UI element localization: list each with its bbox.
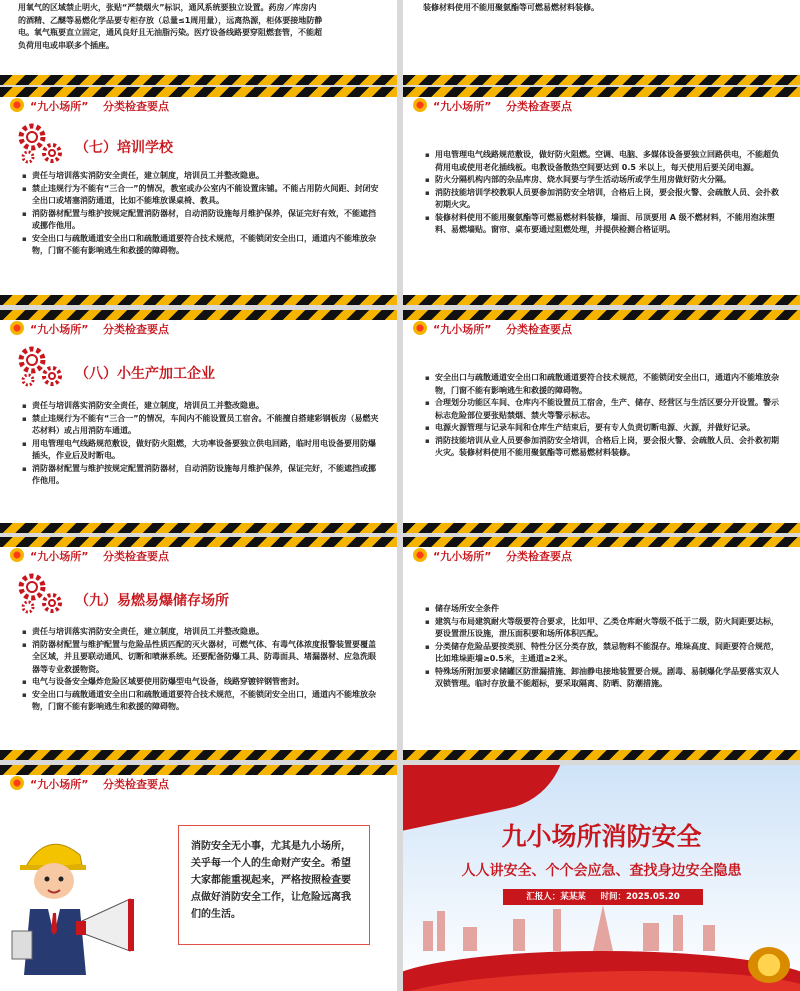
hazard-stripe: [0, 750, 397, 760]
header-quote-title: “九小场所”: [433, 550, 492, 563]
header-quote-title: “九小场所”: [30, 778, 89, 791]
fire-emblem-icon: [10, 548, 24, 562]
slide-top-right: [403, 0, 800, 85]
list-item: ▪ 用电管理电气线路规范敷设，做好防火阻燃，大功率设备要独立供电回路，临时用电设备要用防爆插头，作业后及时断电。: [22, 438, 379, 463]
list-item: ▪ 禁止违规行为不能有“三合一”的情况，车间内不能设置员工宿舍。不能擅自搭建彩钢板房（易燃夹芯材料）或占用消防车通道。: [22, 413, 379, 438]
header-quote-title: “九小场所”: [30, 100, 89, 113]
list-item: ▪ 责任与培训落实消防安全责任，建立制度，培训员工并整改隐患。: [22, 626, 379, 639]
text-line: 的酒精、乙醚等易燃化学品要专柜存放（总量≤1周用量），远离热源，柜体要接地防静: [18, 15, 323, 25]
header-subtitle: 分类检查要点: [506, 323, 572, 336]
list-item: ▪ 用电管理电气线路规范敷设，做好防火阻燃。空调、电脑、多媒体设备要独立回路供电，不能超负荷用电或使用老化插线板。电教设备散热空间要达到 0.5 米以上，每天使用后要关闭电源。: [425, 149, 782, 174]
hazard-stripe: [0, 537, 397, 547]
fire-emblem-icon: [10, 776, 24, 790]
text-line: 电。氧气瓶要直立固定，通风良好且无油脂污染。医疗设备线路要穿阻燃套管，不能超: [18, 28, 322, 37]
header-subtitle: 分类检查要点: [506, 100, 572, 113]
bullet-list: [22, 626, 379, 714]
list-item: ▪ 电气与设备安全爆炸危险区域要使用防爆型电气设备，线路穿镀锌钢管密封。: [22, 676, 379, 689]
list-item: ▪ 消防器材配置与维护按规定配置消防器材，自动消防设施每月维护保养，保证完好，不能遮挡或挪作他用。: [22, 463, 379, 488]
slide-header: [0, 97, 397, 113]
header-subtitle: 分类检查要点: [103, 323, 169, 336]
fire-emblem-icon: [748, 947, 790, 983]
header-quote-title: “九小场所”: [433, 100, 492, 113]
text-line: 用氧气的区域禁止明火，张贴“严禁烟火”标识，通风系统要独立设置。药房／库房内: [18, 3, 317, 12]
slide-top-left: [0, 0, 397, 85]
list-item: ▪ 装修材料使用不能用聚氨酯等可燃易燃材料装修，墙面、吊顶要用 A 级不燃材料，不能用泡沫塑料、易燃墙贴。窗帘、桌布要通过阻燃处理，并提供检测合格证明。: [425, 212, 782, 237]
list-item: ▪ 分类储存危险品要按类别、特性分区分类存放，禁忌物料不能混存。堆垛高度、间距要符合规范，比如堆垛距墙≥0.5米，主通道≥2米。: [425, 641, 782, 666]
list-item: ▪ 合理划分功能区车间、仓库内不能设置员工宿舍，生产、储存、经营区与生活区要分开设置。警示标志危险部位要张贴禁烟、禁火等警示标志。: [425, 397, 782, 422]
gears-icon: [14, 571, 64, 615]
gears-icon: [14, 344, 64, 388]
fire-emblem-icon: [413, 98, 427, 112]
hazard-stripe: [403, 537, 800, 547]
fire-emblem-icon: [10, 321, 24, 335]
slide-flammable-storage-cont: [403, 537, 800, 760]
slide-header: [0, 547, 397, 563]
section-title: （七）培训学校: [75, 140, 173, 156]
city-skyline-illustration: [403, 901, 800, 951]
slide-header: [0, 775, 397, 791]
header-quote-title: “九小场所”: [433, 323, 492, 336]
text-line: 装修材料使用不能用聚氨酯等可燃易燃材料装修。: [423, 3, 599, 12]
hazard-stripe: [0, 310, 397, 320]
closing-message: 消防安全无小事，尤其是九小场所，关乎每一个人的生命财产安全。希望大家都能重视起来，严格按照检查要点做好消防安全工作，让危险远离我们的生活。: [191, 841, 351, 920]
closing-message-box: [178, 825, 370, 945]
header-subtitle: 分类检查要点: [103, 550, 169, 563]
slide-flammable-storage: [0, 537, 397, 760]
hazard-stripe: [403, 750, 800, 760]
list-item: ▪ 责任与培训落实消防安全责任，建立制度，培训员工并整改隐患。: [22, 400, 379, 413]
bullet-list: [22, 170, 379, 258]
header-subtitle: 分类检查要点: [103, 100, 169, 113]
list-item: ▪ 消防技能培训从业人员要参加消防安全培训，合格后上岗，要会报火警、会疏散人员、会扑救初期火灾。装修材料使用不能用聚氨酯等可燃易燃材料装修。: [425, 435, 782, 460]
slide-top-right-text: [423, 2, 783, 15]
list-item: ▪ 储存场所安全条件: [425, 603, 782, 616]
hazard-stripe: [0, 765, 397, 775]
text-line: 负荷用电或串联多个插座。: [18, 40, 114, 50]
fire-emblem-icon: [413, 321, 427, 335]
gears-icon: [14, 121, 64, 165]
hazard-stripe: [403, 523, 800, 533]
list-item: ▪ 责任与培训落实消防安全责任，建立制度，培训员工并整改隐患。: [22, 170, 379, 183]
slide-top-left-text: [18, 2, 383, 52]
cover-title: 九小场所消防安全: [501, 822, 702, 851]
slide-header: [403, 320, 800, 336]
hazard-stripe: [0, 523, 397, 533]
cover-date: 时间：2025.05.20: [600, 892, 680, 902]
section-title: （八）小生产加工企业: [75, 366, 215, 382]
list-item: ▪ 消防技能培训学校教职人员要参加消防安全培训，合格后上岗，要会报火警、会疏散人员、会扑救初期火灾。: [425, 187, 782, 212]
list-item: ▪ 安全出口与疏散通道安全出口和疏散通道要符合技术规范，不能锁闭安全出口，通道内不能堆放杂物，门窗不能有影响逃生和救援的障碍物。: [22, 233, 379, 258]
list-item: ▪ 禁止违规行为不能有“三合一”的情况，教室或办公室内不能设置床铺。不能占用防火间距、封闭安全出口或堵塞消防通道，比如不能堆放课桌椅、教具。: [22, 183, 379, 208]
bullet-list: [425, 603, 782, 691]
list-item: ▪ 防火分隔机构内部的杂品库房、烧水间要与学生活动场所或学生用房做好防火分隔。: [425, 174, 782, 187]
bullet-list: [425, 372, 782, 460]
header-subtitle: 分类检查要点: [506, 550, 572, 563]
slide-small-factory-cont: [403, 310, 800, 533]
list-item: ▪ 消防器材配置与维护配置与危险品性质匹配的灭火器材，可燃气体、有毒气体浓度报警装置要覆盖全区域，并且要联动通风、切断和喷淋系统。还要配备防爆工具、防毒面具、堵漏器材、应急洗眼器等专业救援物资。: [22, 639, 379, 677]
bullet-list: [22, 400, 379, 488]
list-item: ▪ 消防器材配置与维护按规定配置消防器材，自动消防设施每月维护保养，保证完好有效，不能遮挡或挪作他用。: [22, 208, 379, 233]
hazard-stripe: [403, 87, 800, 97]
slide-small-factory: [0, 310, 397, 533]
cover-slide: [403, 765, 800, 991]
header-quote-title: “九小场所”: [30, 323, 89, 336]
list-item: ▪ 安全出口与疏散通道安全出口和疏散通道要符合技术规范，不能锁闭安全出口，通道内不能堆放杂物，门窗不能有影响逃生和救援的障碍物。: [425, 372, 782, 397]
cover-subtitle: 人人讲安全、个个会应急、查找身边安全隐患: [461, 863, 742, 879]
list-item: ▪ 安全出口与疏散通道安全出口和疏散通道要符合技术规范，不能锁闭安全出口，通道内不能堆放杂物，门窗不能有影响逃生和救援的障碍物。: [22, 689, 379, 714]
slide-header: [403, 97, 800, 113]
hazard-stripe: [403, 310, 800, 320]
header-subtitle: 分类检查要点: [103, 778, 169, 791]
bullet-list: [425, 149, 782, 237]
hazard-stripe: [0, 75, 397, 85]
list-item: ▪ 建筑与布局建筑耐火等级要符合要求，比如甲、乙类仓库耐火等级不低于二级，防火间距要达标，要设置泄压设施，泄压面积要和场所体积匹配。: [425, 616, 782, 641]
section-title: （九）易燃易爆储存场所: [75, 593, 229, 609]
worker-megaphone-illustration: [10, 825, 160, 985]
list-item: ▪ 电源火源管理与记录车间和仓库生产结束后，要有专人负责切断电源、火源，并做好记录。: [425, 422, 782, 435]
list-item: ▪ 特殊场所附加要求储罐区防泄漏措施、卸油静电接地装置要合规。剧毒、易制爆化学品要落实双人双锁管理。临时存放量不能超标，要采取隔离、防晒、防潮措施。: [425, 666, 782, 691]
slide-training-school-cont: [403, 87, 800, 305]
header-quote-title: “九小场所”: [30, 550, 89, 563]
hazard-stripe: [0, 87, 397, 97]
slide-training-school: [0, 87, 397, 305]
hazard-stripe: [403, 295, 800, 305]
slide-header: [403, 547, 800, 563]
fire-emblem-icon: [10, 98, 24, 112]
hazard-stripe: [403, 75, 800, 85]
slide-closing: [0, 765, 397, 991]
cover-reporter: 汇报人：某某某: [526, 892, 586, 902]
fire-emblem-icon: [413, 548, 427, 562]
slide-header: [0, 320, 397, 336]
hazard-stripe: [0, 295, 397, 305]
